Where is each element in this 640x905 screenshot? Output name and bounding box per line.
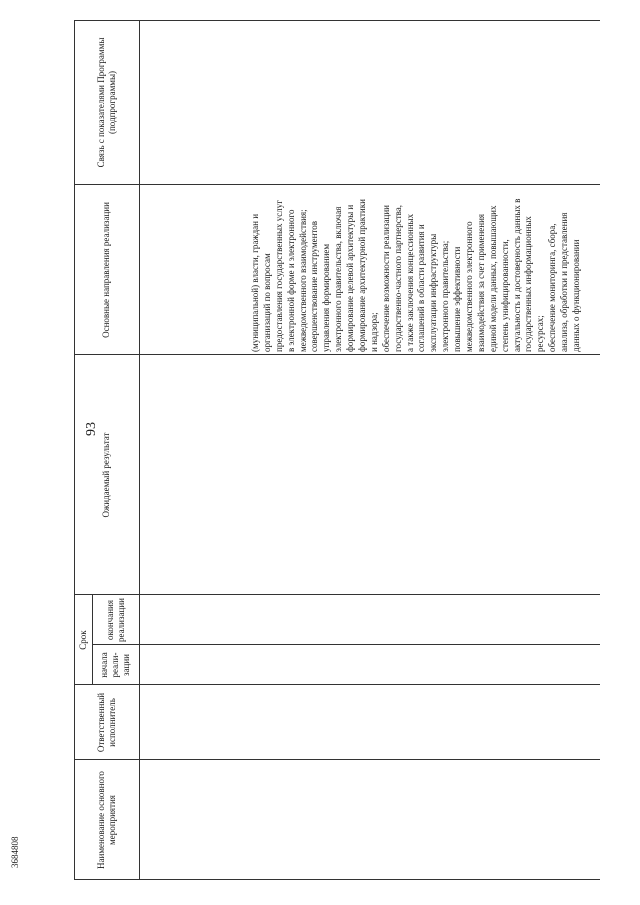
- col-divider-1: [74, 759, 600, 760]
- directions-line: электронного правительства;: [440, 240, 451, 352]
- col-divider-5: [74, 354, 600, 355]
- directions-line: и надзора;: [368, 312, 379, 352]
- header-expected-result: Ожидаемый результат: [101, 432, 111, 518]
- document-code: 3684808: [10, 836, 20, 868]
- table-sheet: [60, 20, 600, 880]
- header-executor: Ответственный исполнитель: [95, 692, 117, 753]
- directions-line: электронного правительства, включая: [333, 206, 344, 352]
- header-term: Срок: [77, 630, 88, 650]
- col-divider-4: [74, 594, 600, 595]
- header-main-event: Наименование основного мероприятия: [95, 771, 117, 869]
- col-divider-2: [74, 684, 600, 685]
- page-number: 93: [84, 422, 99, 436]
- directions-line: взаимодействия за счет применения: [475, 213, 486, 352]
- directions-line: обеспечение возможности реализации: [380, 205, 391, 352]
- header-indicators: Связь с показателями Программы (подпрограммы): [95, 37, 117, 168]
- header-term-end: окончания реализации: [104, 598, 126, 642]
- col-divider-6: [74, 184, 600, 185]
- directions-line: формирование целевой архитектуры и: [345, 204, 356, 352]
- directions-line: межведомственного взаимодействия;: [297, 209, 308, 352]
- directions-cell-text: [250, 199, 583, 352]
- header-divider: [139, 20, 140, 880]
- directions-line: актуальность и достоверность данных в: [511, 198, 522, 352]
- directions-line: ресурсах;: [535, 315, 546, 352]
- header-term-start: начала реали-зации: [99, 652, 131, 678]
- directions-line: а также заключения концессионных: [404, 213, 415, 352]
- directions-line: межведомственного электронного: [464, 221, 475, 352]
- directions-line: государственно-частного партнерства,: [392, 204, 403, 352]
- directions-line: совершенствование инструментов: [309, 220, 320, 352]
- directions-line: управления формированием: [321, 243, 332, 352]
- directions-line: формирование архитектурной практики: [357, 199, 368, 352]
- directions-line: эксплуатации инфраструктуры: [428, 233, 439, 352]
- directions-line: соглашений в области развития и: [416, 224, 427, 352]
- directions-line: единой модели данных, повышающих: [487, 205, 498, 352]
- directions-line: организаций по вопросам: [261, 253, 272, 352]
- directions-line: в электронной форме и электронного: [285, 209, 296, 352]
- directions-line: государственных информационных: [523, 216, 534, 352]
- directions-line: анализа, обработки и представления: [559, 212, 570, 352]
- table-left-border: [74, 879, 600, 880]
- directions-line: данных о функционировании: [571, 239, 582, 352]
- header-directions: Основные направления реализации: [101, 202, 111, 338]
- directions-line: обеспечение мониторинга, сбора,: [547, 223, 558, 352]
- directions-line: степень унифицированности,: [499, 239, 510, 352]
- directions-line: повышение эффективности: [452, 246, 463, 352]
- directions-line: (муниципальной) власти, граждан и: [250, 213, 260, 352]
- table-right-border: [74, 20, 600, 21]
- col-divider-3: [92, 644, 600, 645]
- directions-line: предоставления государственных услуг: [273, 200, 284, 352]
